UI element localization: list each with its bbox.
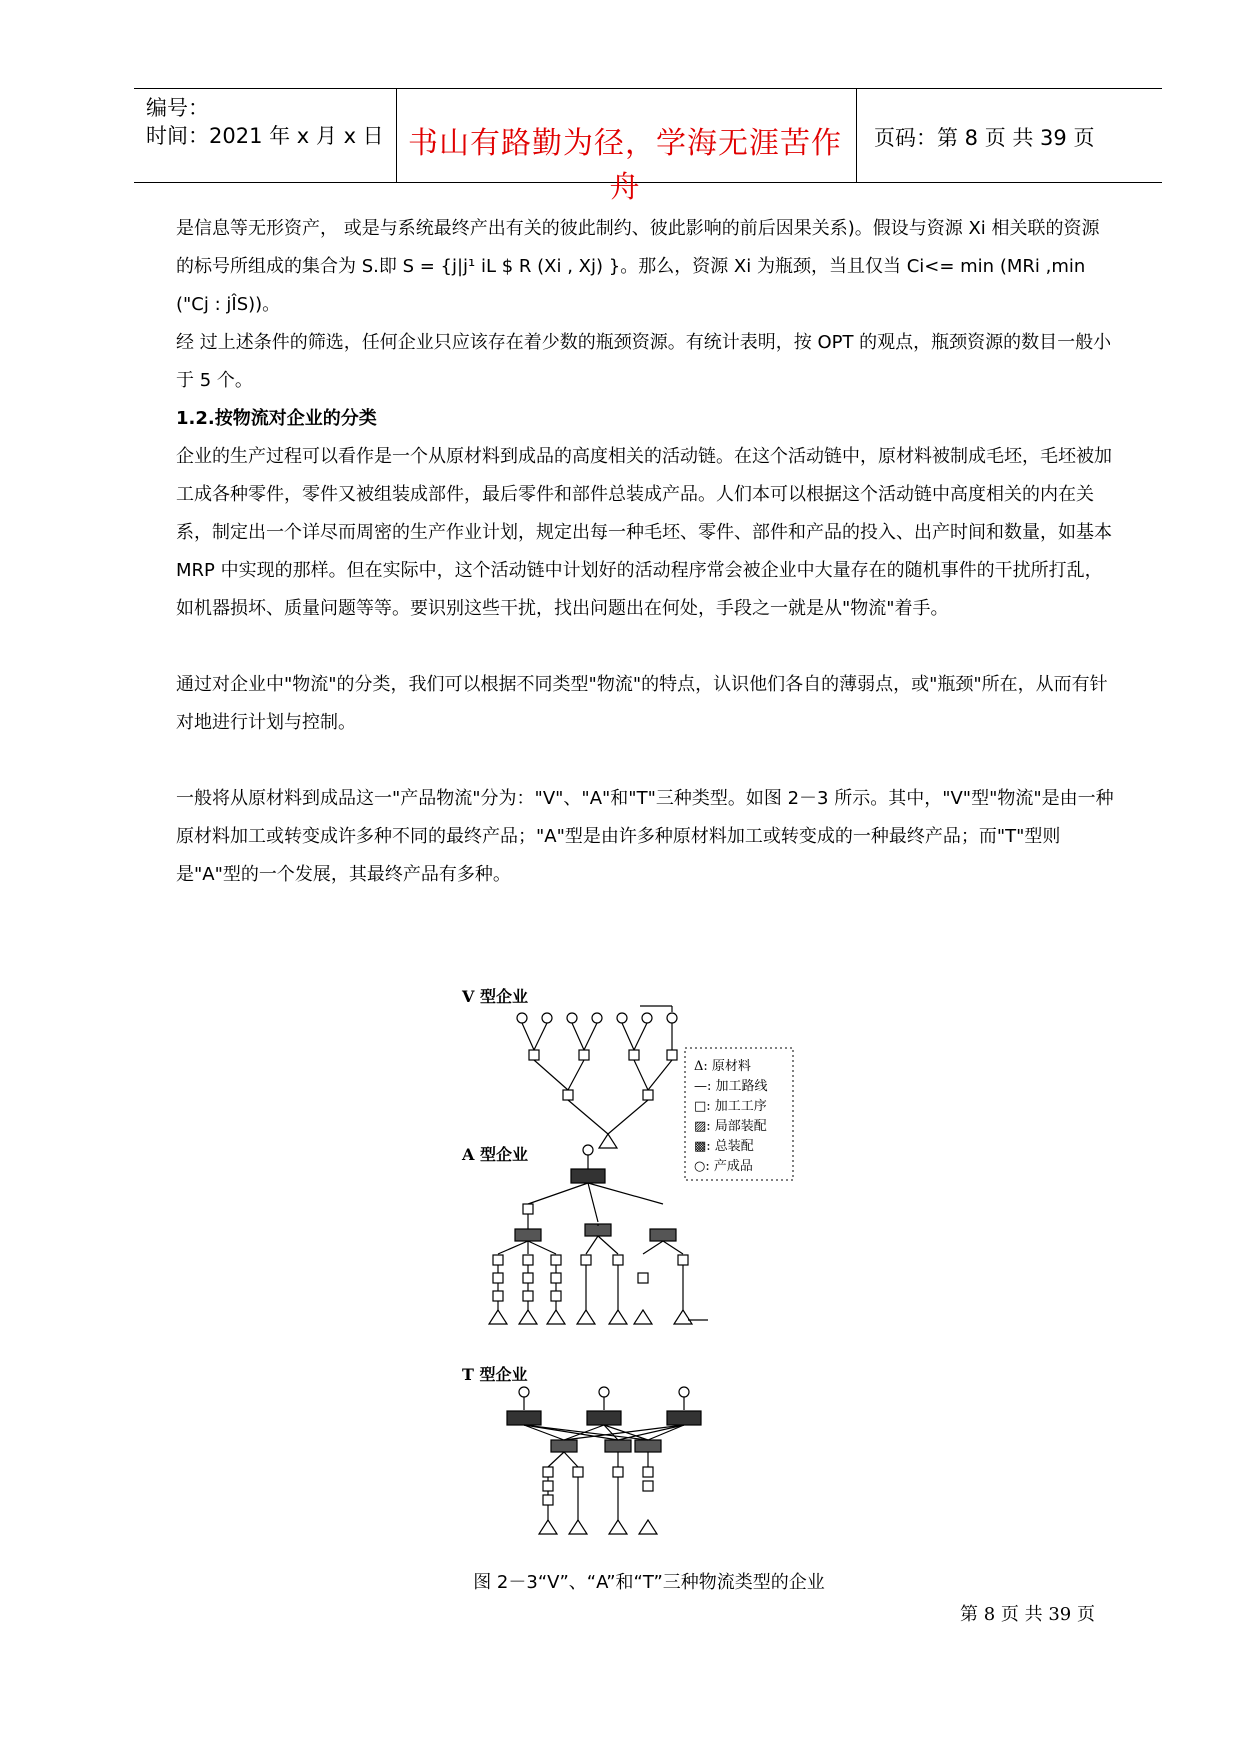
flow-line — [528, 1241, 556, 1254]
process-node — [523, 1273, 533, 1283]
flow-line — [568, 1060, 584, 1090]
partial-assembly-node — [551, 1440, 577, 1452]
final-assembly-node — [571, 1169, 605, 1183]
flow-line — [534, 1023, 547, 1050]
flow-line — [522, 1023, 534, 1050]
final-assembly-node — [507, 1411, 541, 1425]
process-node — [667, 1050, 677, 1060]
material-node — [609, 1520, 627, 1534]
flow-line — [534, 1060, 568, 1090]
process-node — [613, 1467, 623, 1477]
process-node — [573, 1467, 583, 1477]
process-node — [638, 1273, 648, 1283]
flow-line — [586, 1236, 598, 1254]
process-node — [643, 1467, 653, 1477]
process-node — [493, 1273, 503, 1283]
flow-line — [598, 1236, 618, 1254]
process-node — [551, 1291, 561, 1301]
flow-line — [588, 1183, 598, 1222]
flow-line — [572, 1023, 584, 1050]
paragraph-4: 通过对企业中"物流"的分类，我们可以根据不同类型"物流"的特点，认识他们各自的薄弱点，或"瓶颈"所在，从而有针对地进行计划与控制。 — [176, 674, 1108, 733]
product-node — [667, 1013, 677, 1023]
header-left-block — [146, 94, 384, 150]
material-node — [547, 1310, 565, 1324]
flow-line — [584, 1023, 597, 1050]
diagram-shapes — [489, 1006, 708, 1534]
flow-line — [663, 1241, 683, 1254]
body-text — [176, 210, 1116, 894]
process-node — [629, 1050, 639, 1060]
process-node — [529, 1050, 539, 1060]
flow-line — [568, 1100, 608, 1134]
product-node — [517, 1013, 527, 1023]
process-node — [523, 1204, 533, 1214]
flow-line — [634, 1060, 648, 1090]
legend-item: ▨: 局部装配 — [694, 1119, 767, 1134]
flow-line — [634, 1023, 647, 1050]
material-node — [577, 1310, 595, 1324]
flow-line — [643, 1241, 663, 1254]
process-node — [493, 1291, 503, 1301]
partial-assembly-node — [650, 1229, 676, 1241]
flow-line — [622, 1023, 634, 1050]
header-divider-right — [856, 88, 857, 183]
partial-assembly-node — [605, 1440, 631, 1452]
legend-item: ○: 产成品 — [694, 1159, 753, 1174]
product-node — [583, 1145, 593, 1155]
v-type-title: V 型企业 — [462, 987, 528, 1006]
process-node — [678, 1255, 688, 1265]
product-node — [679, 1387, 689, 1397]
flow-line — [588, 1183, 663, 1204]
legend-item: Δ: 原材料 — [694, 1059, 751, 1074]
process-node — [543, 1467, 553, 1477]
paragraph-1: 是信息等无形资产， 或是与系统最终产出有关的彼此制约、彼此影响的前后因果关系)。假设与资源 Xi 相关联的资源的标号所组成的集合为 S.即 S = {j|j¹ iL $ R (Xi , Xj) }。那么，资源 Xi 为瓶颈，当且仅当 Ci<= min (MRi ,min ("Cj : jÎS))。 — [176, 218, 1100, 315]
process-node — [563, 1090, 573, 1100]
product-node — [592, 1013, 602, 1023]
process-node — [643, 1481, 653, 1491]
time-label: 时间：2021 年 x 月 x 日 — [146, 124, 384, 148]
legend-item: —: 加工路线 — [694, 1079, 768, 1094]
material-node — [609, 1310, 627, 1324]
material-node — [634, 1310, 652, 1324]
process-node — [523, 1291, 533, 1301]
process-node — [613, 1255, 623, 1265]
process-node — [643, 1090, 653, 1100]
flow-line — [608, 1100, 648, 1134]
material-node — [674, 1310, 692, 1324]
header-motto: 书山有路勤为径，学海无涯苦作舟 — [408, 126, 842, 205]
figure-caption: 图 2－3“V”、“A”和“T”三种物流类型的企业 — [473, 1572, 825, 1593]
process-node — [543, 1481, 553, 1491]
number-label: 编号： — [146, 96, 209, 120]
header-page-label: 页码：第 8 页 共 39 页 — [874, 126, 1095, 150]
product-node — [617, 1013, 627, 1023]
t-type-title: T 型企业 — [462, 1365, 528, 1384]
legend-item: ▩: 总装配 — [694, 1139, 754, 1154]
product-node — [599, 1387, 609, 1397]
material-node — [599, 1134, 617, 1148]
partial-assembly-node — [635, 1440, 661, 1452]
process-node — [551, 1255, 561, 1265]
partial-assembly-node — [515, 1229, 541, 1241]
figure-legend — [685, 1048, 793, 1180]
flow-line — [564, 1452, 578, 1467]
page-footer: 第 8 页 共 39 页 — [960, 1604, 1095, 1625]
flow-line — [498, 1241, 528, 1254]
a-type-title: A 型企业 — [462, 1145, 528, 1164]
paragraph-2: 经 过上述条件的筛选，任何企业只应该存在着少数的瓶颈资源。有统计表明，按 OPT 的观点，瓶颈资源的数目一般小于 5 个。 — [176, 332, 1112, 391]
material-node — [539, 1520, 557, 1534]
process-node — [581, 1255, 591, 1265]
page-header — [134, 88, 1162, 205]
process-node — [543, 1495, 553, 1505]
product-node — [642, 1013, 652, 1023]
legend-item: □: 加工工序 — [694, 1099, 767, 1114]
process-node — [551, 1273, 561, 1283]
material-node — [489, 1310, 507, 1324]
material-node — [569, 1520, 587, 1534]
process-node — [579, 1050, 589, 1060]
flow-line — [528, 1183, 588, 1204]
product-node — [567, 1013, 577, 1023]
final-assembly-node — [667, 1411, 701, 1425]
process-node — [493, 1255, 503, 1265]
material-node — [519, 1310, 537, 1324]
paragraph-3: 企业的生产过程可以看作是一个从原材料到成品的高度相关的活动链。在这个活动链中，原材料被制成毛坯，毛坯被加工成各种零件，零件又被组装成部件，最后零件和部件总装成产品。人们本可以根据这个活动链中高度相关的内在关系，制定出一个详尽而周密的生产作业计划，规定出每一种毛坯、零件、部件和产品的投入、出产时间和数量，如基本 MRP 中实现的那样。但在实际中，这个活动链中计划好的活动程序常会被企业中大量存在的随机事件的干扰所打乱，如机器损坏、质量问题等等。要识别这些干扰，找出问题出在何处，手段之一就是从"物流"着手。 — [176, 446, 1112, 619]
process-node — [523, 1255, 533, 1265]
section-heading: 1.2.按物流对企业的分类 — [176, 408, 377, 429]
flow-line — [648, 1060, 672, 1090]
flow-line — [548, 1452, 564, 1467]
paragraph-5: 一般将从原材料到成品这一"产品物流"分为："V"、"A"和"T"三种类型。如图 2－3 所示。其中，"V"型"物流"是由一种原材料加工或转变成许多种不同的最终产品；"A"型是由许多种原材料加工或转变成的一种最终产品；而"T"型则是"A"型的一个发展，其最终产品有多种。 — [176, 788, 1114, 885]
final-assembly-node — [587, 1411, 621, 1425]
flow-type-figure — [458, 982, 840, 1550]
product-node — [519, 1387, 529, 1397]
flow-diagram — [458, 982, 840, 1550]
material-node — [639, 1520, 657, 1534]
product-node — [542, 1013, 552, 1023]
header-top-rule — [134, 88, 1162, 89]
